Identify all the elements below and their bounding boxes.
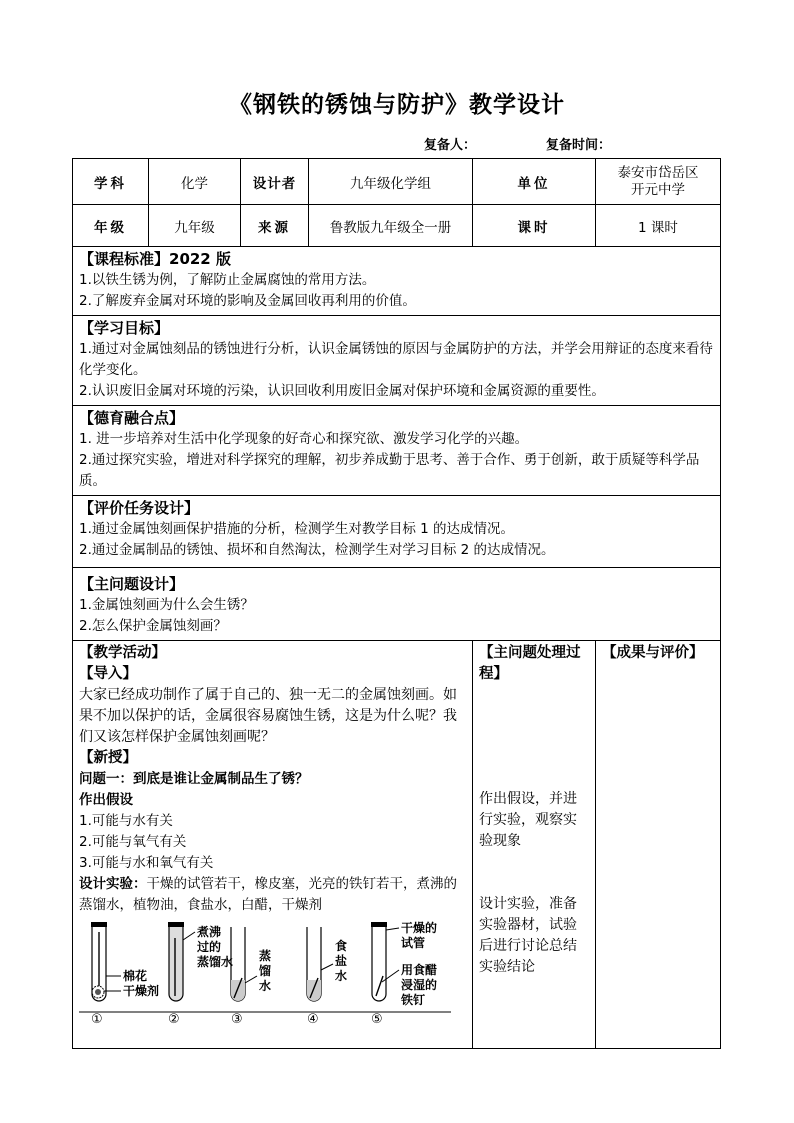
evaluation-item: 2.通过金属制品的锈蚀、损坏和自然淘汰，检测学生对学习目标 2 的达成情况。	[79, 542, 555, 558]
designer-label: 设计者	[241, 159, 309, 205]
tube-number-5: ⑤	[371, 1012, 383, 1024]
tube-number-4: ④	[307, 1012, 319, 1024]
objective-item: 1.通过对金属蚀刻品的锈蚀进行分析，认识金属锈蚀的原因与金属防护的方法，并学会用辩证的态度来看待化学变化。	[79, 341, 713, 378]
page-title: 《钢铁的锈蚀与防护》教学设计	[229, 92, 565, 118]
subject-value: 化学	[149, 159, 241, 205]
curriculum-item: 1.以铁生锈为例，了解防止金属腐蚀的常用方法。	[79, 272, 376, 288]
results-heading: 【成果与评价】	[602, 645, 704, 661]
test-tube-apparatus-figure	[79, 920, 459, 1024]
experiment-design	[79, 874, 466, 916]
question-one: 问题一：到底是谁让金属制品生了锈？	[79, 771, 309, 787]
test-tube-2-icon	[168, 922, 195, 1001]
label-boiled-3: 蒸馏水	[197, 955, 234, 969]
process-note-1: 作出假设，并进行实验，观察实验现象	[479, 791, 577, 849]
hypothesis-item: 2.可能与氧气有关	[79, 834, 187, 850]
label-desiccant: 干燥剂	[123, 984, 160, 998]
main-questions-heading: 【主问题设计】	[79, 575, 185, 593]
test-tube-3-icon	[231, 927, 257, 1001]
objectives-heading: 【学习目标】	[79, 319, 170, 337]
design-text: 干燥的试管若干，橡皮塞，光亮的铁钉若干，煮沸的蒸馏水，植物油，食盐水，白醋，干燥剂	[79, 876, 457, 913]
curriculum-item: 2.了解废弃金属对环境的影响及金属回收再利用的价值。	[79, 293, 416, 309]
label-salt-2: 盐	[335, 954, 348, 968]
moral-item: 1. 进一步培养对生活中化学现象的好奇心和探究欲、激发学习化学的兴趣。	[79, 431, 529, 447]
main-question-item: 1.金属蚀刻画为什么会生锈？	[79, 597, 254, 613]
source-value: 鲁教版九年级全一册	[309, 205, 473, 247]
subject-label: 学科	[73, 159, 149, 205]
source-label: 来源	[241, 205, 309, 247]
test-tube-5-icon	[371, 922, 399, 1001]
label-boiled-2: 过的	[197, 940, 222, 954]
lesson-plan-table	[72, 158, 721, 1049]
intro-text: 大家已经成功制作了属于自己的、独一无二的金属蚀刻画。如果不加以保护的话，金属很容易腐蚀生锈，这是为什么呢？我们又该怎样保护金属蚀刻画呢？	[79, 687, 457, 745]
hypothesis-heading: 作出假设	[79, 792, 133, 808]
label-salt-1: 食	[335, 939, 348, 953]
period-label: 课时	[473, 205, 596, 247]
intro-heading: 【导入】	[79, 666, 137, 682]
label-dry-tube-2: 试管	[401, 936, 426, 950]
tube-number-2: ②	[168, 1012, 180, 1024]
unit-label: 单位	[473, 159, 596, 205]
preparer-label: 复备人：	[424, 138, 477, 153]
new-lesson-heading: 【新授】	[79, 750, 137, 766]
period-value: 1 课时	[596, 205, 721, 247]
problem-process-column	[473, 641, 596, 1049]
header-row-2	[73, 205, 721, 247]
grade-value: 九年级	[149, 205, 241, 247]
label-salt-3: 水	[335, 969, 348, 983]
test-tube-4-icon	[307, 927, 333, 1001]
design-label: 设计实验：	[79, 876, 147, 892]
tube-number-3: ③	[231, 1012, 243, 1024]
curriculum-heading: 【课程标准】2022 版	[79, 250, 231, 268]
label-boiled-1: 煮沸	[197, 925, 222, 939]
moral-section	[73, 406, 721, 496]
process-heading: 【主问题处理过程】	[479, 645, 581, 682]
moral-heading: 【德育融合点】	[79, 409, 185, 427]
label-cotton: 棉花	[123, 969, 148, 983]
main-question-item: 2.怎么保护金属蚀刻画？	[79, 618, 227, 634]
label-distilled-2: 馏	[259, 964, 272, 978]
grade-label: 年级	[73, 205, 149, 247]
evaluation-heading: 【评价任务设计】	[79, 499, 200, 517]
label-distilled-3: 水	[259, 979, 272, 993]
objective-item: 2.认识废旧金属对环境的污染，认识回收利用废旧金属对保护环境和金属资源的重要性。	[79, 383, 605, 399]
label-dry-tube-1: 干燥的	[401, 921, 438, 935]
unit-value-line2: 开元中学	[631, 181, 685, 198]
designer-value: 九年级化学组	[309, 159, 473, 205]
unit-value-line1: 泰安市岱岳区	[617, 164, 699, 181]
label-vinegar-1: 用食醋	[401, 963, 438, 977]
hypothesis-item: 3.可能与水和氧气有关	[79, 855, 214, 871]
activities-row	[73, 641, 721, 1049]
moral-item: 2.通过探究实验，增进对科学探究的理解，初步养成勤于思考、善于合作、勇于创新，敢于质疑等科学品质。	[79, 452, 700, 489]
activities-heading: 【教学活动】	[79, 645, 166, 661]
process-note-2: 设计实验，准备实验器材，试验后进行讨论总结实验结论	[479, 896, 577, 975]
unit-value	[596, 159, 721, 205]
objectives-section	[73, 316, 721, 406]
label-vinegar-3: 铁钉	[401, 993, 426, 1007]
teaching-activities-column	[73, 641, 473, 1049]
hypothesis-item: 1.可能与水有关	[79, 813, 173, 829]
curriculum-section	[73, 247, 721, 316]
main-questions-section	[73, 568, 721, 641]
evaluation-section	[73, 496, 721, 568]
results-column	[596, 641, 721, 1049]
prep-time-label: 复备时间：	[546, 138, 612, 153]
label-distilled-1: 蒸	[259, 949, 272, 963]
label-vinegar-2: 浸湿的	[401, 978, 438, 992]
test-tube-1-icon	[91, 922, 121, 1001]
header-row-1	[73, 159, 721, 205]
evaluation-item: 1.通过金属蚀刻画保护措施的分析，检测学生对教学目标 1 的达成情况。	[79, 521, 515, 537]
tube-number-1: ①	[91, 1012, 103, 1024]
